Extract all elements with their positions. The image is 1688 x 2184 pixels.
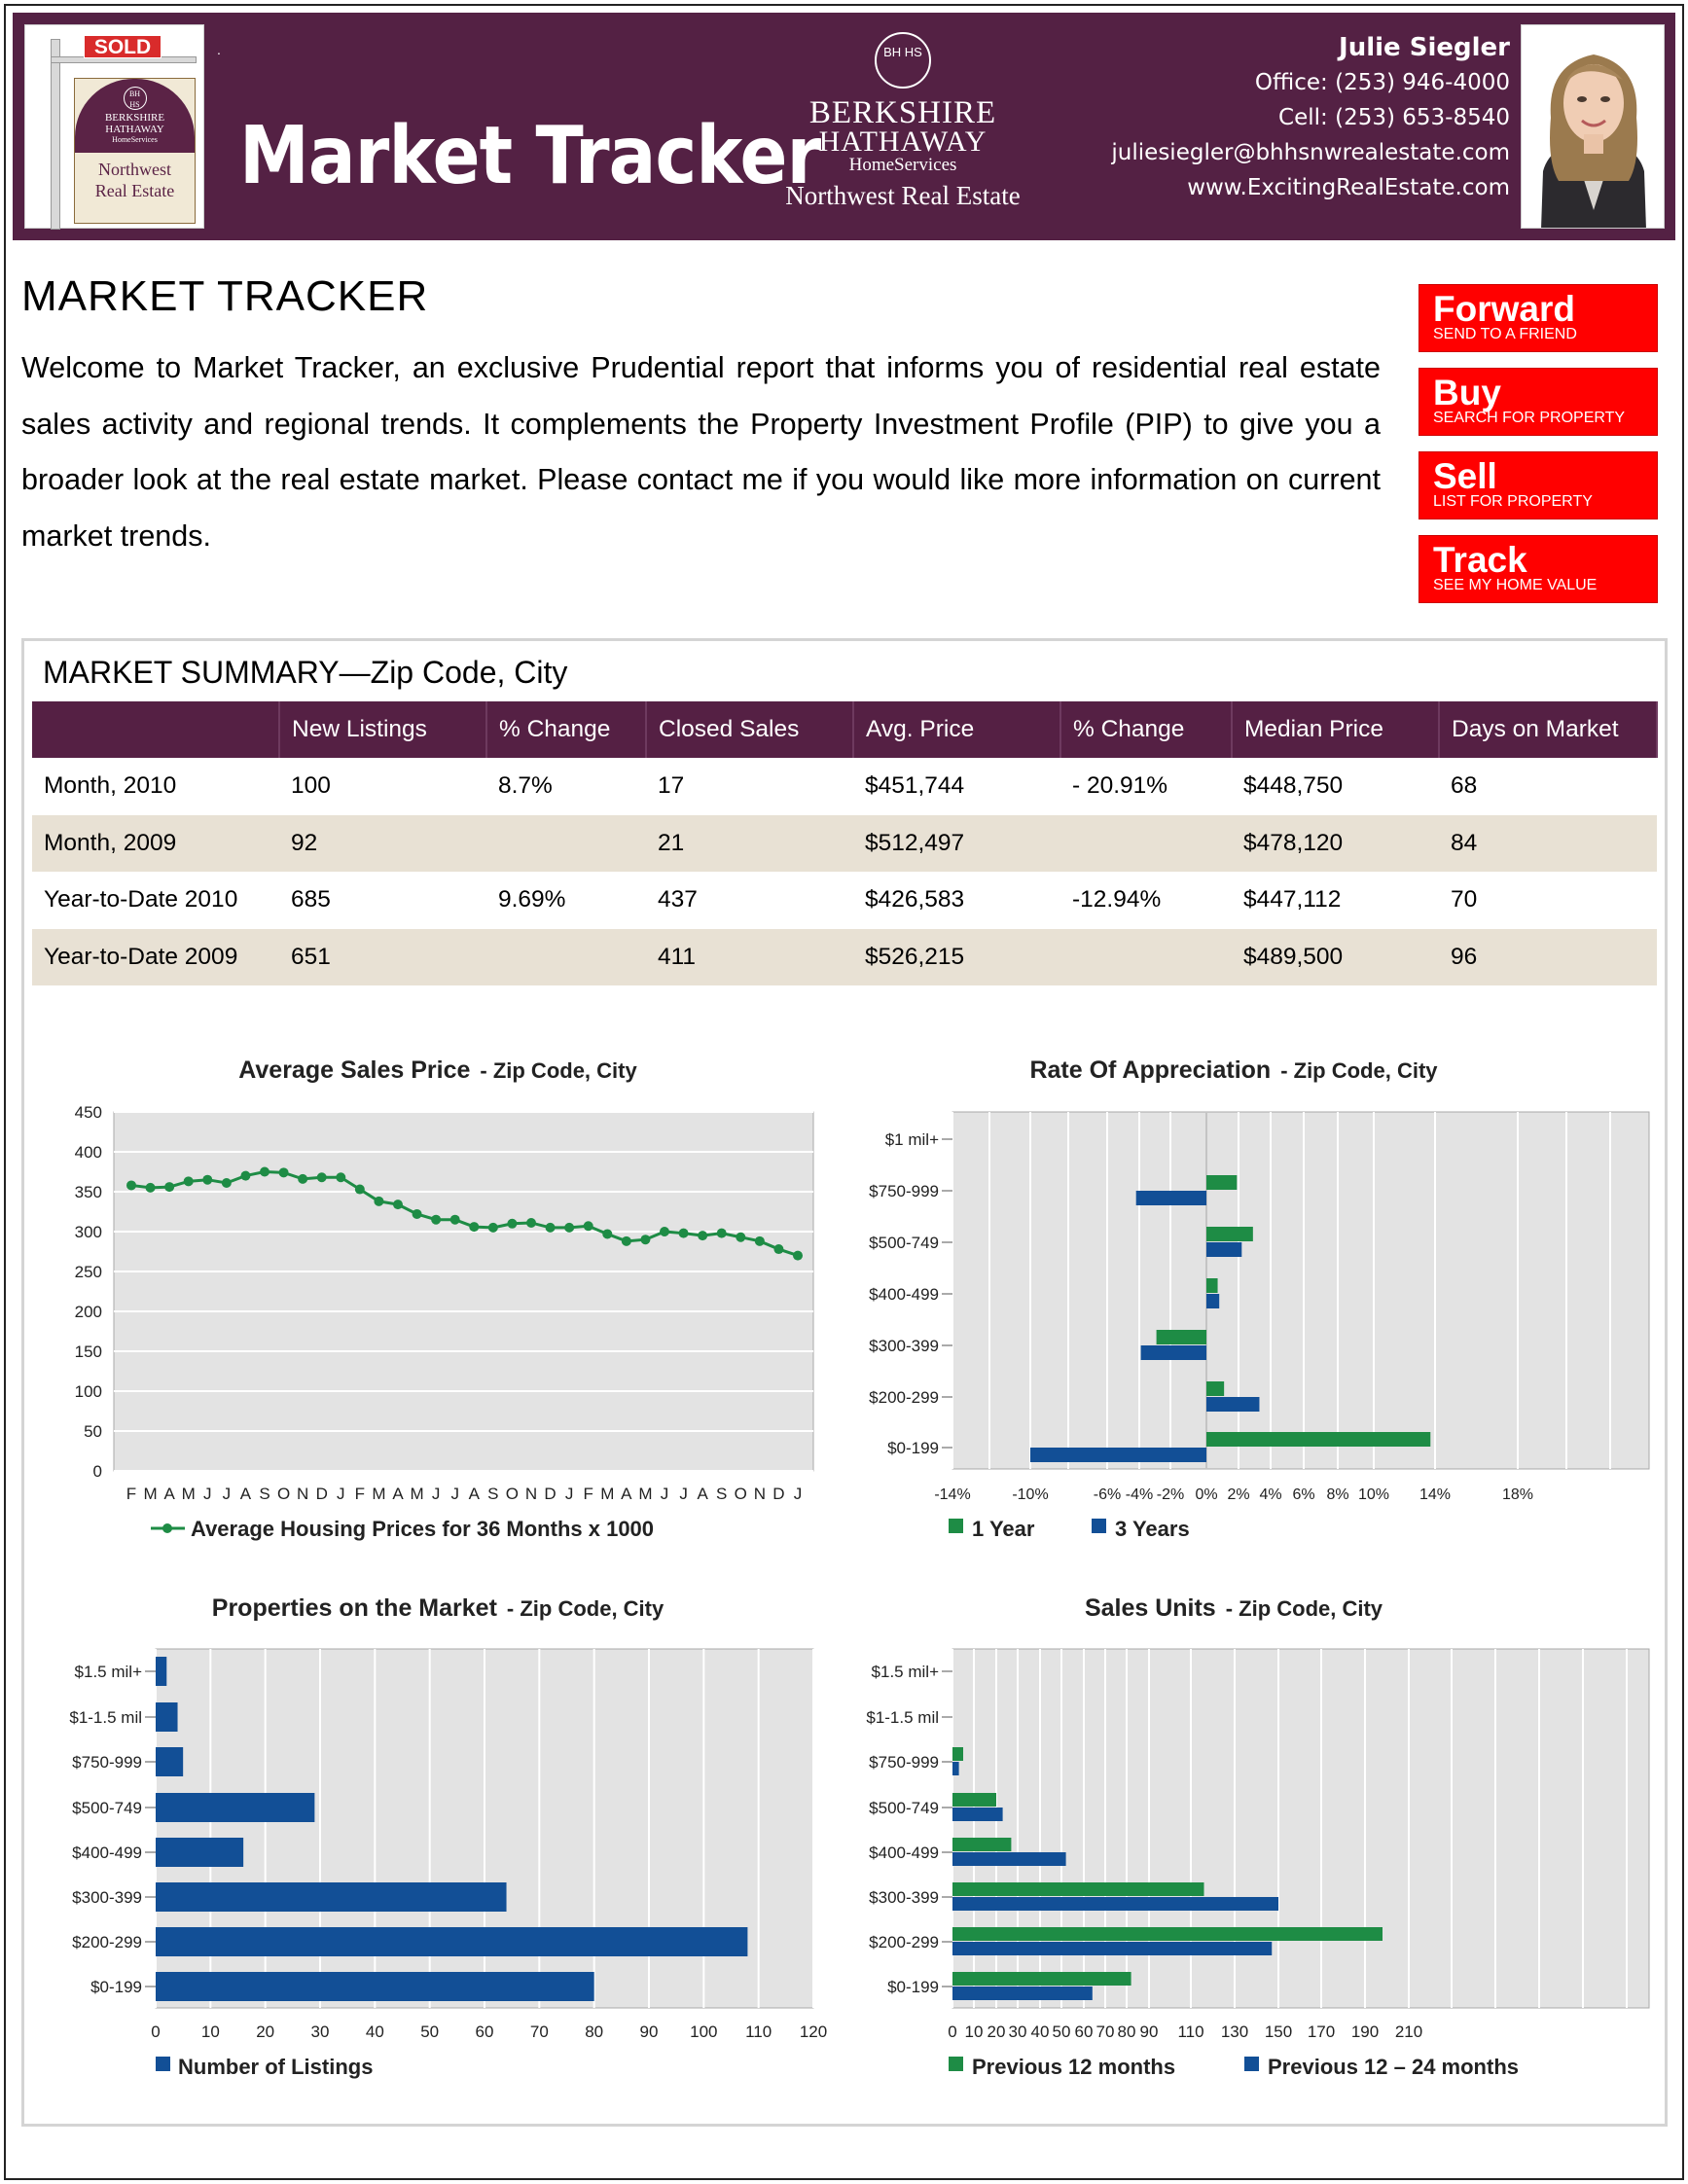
bar bbox=[1206, 1381, 1224, 1396]
table-cell: $451,744 bbox=[865, 772, 965, 800]
x-tick-label: 30 bbox=[310, 2023, 330, 2041]
data-point bbox=[450, 1215, 460, 1225]
intro-title: MARKET TRACKER bbox=[21, 272, 429, 320]
x-tick-label: 0% bbox=[1195, 1486, 1218, 1503]
y-tick-label: 250 bbox=[74, 1263, 102, 1281]
x-tick-label: J bbox=[793, 1485, 803, 1503]
x-tick-label: 50 bbox=[420, 2023, 440, 2041]
x-tick-label: -2% bbox=[1156, 1486, 1185, 1503]
bar bbox=[156, 1657, 166, 1686]
appreciation-chart-title-main: Rate Of Appreciation bbox=[1029, 1056, 1272, 1084]
sold-badge: SOLD bbox=[84, 35, 162, 58]
col-header: Closed Sales bbox=[646, 701, 853, 758]
brand-line4: Northwest Real Estate bbox=[785, 181, 1021, 210]
table-cell: 411 bbox=[646, 929, 853, 986]
data-point bbox=[240, 1171, 250, 1181]
table-cell: Month, 2009 bbox=[32, 815, 279, 873]
data-point bbox=[526, 1218, 536, 1228]
data-point bbox=[298, 1174, 307, 1184]
table-cell: $512,497 bbox=[853, 815, 1060, 873]
y-tick-label: $500-749 bbox=[869, 1234, 939, 1252]
sales-units-chart-title bbox=[1085, 1594, 1383, 1622]
y-tick-label: 350 bbox=[74, 1183, 102, 1201]
bar bbox=[952, 1972, 1131, 1986]
bar bbox=[1206, 1294, 1219, 1308]
table-cell: Year-to-Date 2009 bbox=[32, 929, 279, 986]
x-tick-label: A bbox=[239, 1485, 252, 1503]
x-tick-label: J bbox=[431, 1485, 441, 1503]
legend-swatch bbox=[949, 1519, 963, 1533]
y-tick-label: $500-749 bbox=[72, 1799, 142, 1817]
sign-logo-line2: HATHAWAY bbox=[105, 124, 164, 135]
data-point bbox=[355, 1185, 365, 1195]
agent-office: Office: (253) 946-4000 bbox=[1254, 70, 1510, 95]
agent-email[interactable]: juliesiegler@bhhsnwrealestate.com bbox=[1111, 140, 1510, 165]
data-point bbox=[717, 1229, 727, 1238]
x-tick-label: N bbox=[524, 1485, 538, 1503]
agent-website[interactable]: www.ExcitingRealEstate.com bbox=[1187, 175, 1510, 200]
data-point bbox=[413, 1209, 422, 1219]
data-point bbox=[336, 1172, 345, 1182]
x-tick-label: D bbox=[315, 1485, 328, 1503]
table-cell: $447,112 bbox=[1243, 886, 1342, 913]
bar bbox=[1157, 1330, 1206, 1344]
x-tick-label: 170 bbox=[1307, 2023, 1336, 2041]
table-cell: 17 bbox=[658, 772, 685, 800]
sign-logo-line1: BERKSHIRE bbox=[104, 112, 165, 124]
bar bbox=[952, 1942, 1272, 1955]
table-cell: 70 bbox=[1451, 886, 1478, 913]
table-cell: 8.7% bbox=[498, 772, 553, 800]
data-point bbox=[507, 1219, 517, 1229]
x-tick-label: 40 bbox=[365, 2023, 384, 2041]
data-point bbox=[393, 1199, 403, 1209]
y-tick-label: $0-199 bbox=[90, 1978, 142, 1996]
data-point bbox=[773, 1244, 783, 1254]
bar bbox=[952, 1987, 1093, 2000]
table-cell: $426,583 bbox=[865, 886, 965, 913]
brand-line3: HomeServices bbox=[848, 155, 957, 175]
sales-units-chart-title-main: Sales Units bbox=[1084, 1594, 1216, 1622]
forward-sub: SEND TO A FRIEND bbox=[1433, 326, 1577, 342]
bar bbox=[156, 1838, 243, 1867]
x-tick-label: 10 bbox=[964, 2023, 984, 2041]
bar bbox=[952, 1882, 1204, 1896]
intro-text: Welcome to Market Tracker, an exclusive Prudential report that informs you of residential real estate sales activity and regional trends. It complements the Property Investment Profile (PIP) to give you a broader look at the real estate market. Please contact me if you would like more information on current market trends. bbox=[21, 351, 1381, 553]
x-tick-label: -6% bbox=[1093, 1486, 1122, 1503]
table-cell: $478,120 bbox=[1232, 815, 1439, 873]
table-cell: 68 bbox=[1451, 772, 1478, 800]
table-cell: Year-to-Date 2010 bbox=[44, 886, 238, 913]
x-tick-label: S bbox=[487, 1485, 499, 1503]
sign-seal-icon: BH HS bbox=[124, 87, 147, 110]
bar bbox=[156, 1882, 507, 1912]
y-tick-label: $1.5 mil+ bbox=[871, 1663, 939, 1681]
avg-price-chart-plot-area bbox=[114, 1112, 813, 1471]
x-tick-label: 40 bbox=[1030, 2023, 1050, 2041]
x-tick-label: J bbox=[660, 1485, 669, 1503]
data-point bbox=[564, 1223, 574, 1233]
table-cell: 651 bbox=[279, 929, 486, 986]
y-tick-label: $1.5 mil+ bbox=[74, 1663, 142, 1681]
y-tick-label: $300-399 bbox=[72, 1888, 142, 1907]
bar bbox=[952, 1838, 1011, 1851]
data-point bbox=[660, 1227, 669, 1236]
legend-label: Previous 12 months bbox=[972, 2055, 1176, 2079]
y-tick-label: $400-499 bbox=[869, 1844, 939, 1862]
legend-swatch bbox=[949, 2057, 963, 2071]
data-point bbox=[698, 1231, 707, 1240]
table-cell: $489,500 bbox=[1232, 929, 1439, 986]
data-point bbox=[546, 1223, 556, 1233]
bar bbox=[156, 1747, 183, 1776]
bar bbox=[1030, 1448, 1206, 1462]
x-tick-label: 210 bbox=[1394, 2023, 1423, 2041]
x-tick-label: J bbox=[564, 1485, 574, 1503]
x-tick-label: O bbox=[505, 1485, 520, 1503]
x-tick-label: J bbox=[337, 1485, 345, 1503]
x-tick-label: 0 bbox=[151, 2023, 161, 2041]
y-tick-label: 100 bbox=[74, 1382, 102, 1401]
y-tick-label: $300-399 bbox=[869, 1888, 939, 1907]
data-point bbox=[279, 1167, 289, 1177]
bar bbox=[952, 1808, 1003, 1821]
data-point bbox=[164, 1182, 174, 1192]
table-cell: 685 bbox=[291, 886, 331, 913]
appreciation-chart-plot-area bbox=[952, 1112, 1649, 1469]
forward-label: Forward bbox=[1433, 289, 1575, 329]
table-cell: 100 bbox=[291, 772, 331, 800]
track-label: Track bbox=[1433, 540, 1527, 580]
x-tick-label: -14% bbox=[934, 1486, 971, 1503]
agent-name: Julie Siegler bbox=[1339, 33, 1510, 62]
col-header: New Listings bbox=[279, 701, 486, 758]
bar bbox=[952, 1927, 1383, 1941]
x-tick-label: F bbox=[126, 1485, 137, 1503]
bar bbox=[156, 1793, 314, 1822]
data-point bbox=[584, 1221, 593, 1231]
x-tick-label: 80 bbox=[1117, 2023, 1136, 2041]
x-tick-label: 30 bbox=[1008, 2023, 1027, 2041]
x-tick-label: 2% bbox=[1227, 1486, 1250, 1503]
x-tick-label: 110 bbox=[745, 2023, 772, 2041]
data-point bbox=[202, 1175, 212, 1185]
x-tick-label: 60 bbox=[1074, 2023, 1094, 2041]
data-point bbox=[622, 1236, 631, 1246]
x-tick-label: 8% bbox=[1326, 1486, 1349, 1503]
legend-swatch bbox=[1244, 2057, 1259, 2071]
data-point bbox=[374, 1197, 383, 1206]
x-tick-label: 100 bbox=[690, 2023, 718, 2041]
table-cell: $526,215 bbox=[853, 929, 1060, 986]
bar bbox=[1136, 1191, 1206, 1205]
bar bbox=[952, 1793, 996, 1807]
buy-sub: SEARCH FOR PROPERTY bbox=[1433, 410, 1626, 426]
col-header: Median Price bbox=[1232, 701, 1439, 758]
bar bbox=[1206, 1397, 1259, 1412]
avg-price-chart-subtitle: - Zip Code, City bbox=[480, 1058, 637, 1083]
sell-label: Sell bbox=[1433, 456, 1497, 496]
page-title: Market Tracker bbox=[239, 110, 821, 202]
bar bbox=[1141, 1345, 1206, 1360]
col-header: % Change bbox=[1060, 701, 1232, 758]
x-tick-label: M bbox=[181, 1485, 196, 1503]
x-tick-label: M bbox=[372, 1485, 386, 1503]
data-point bbox=[755, 1236, 765, 1246]
x-tick-label: 20 bbox=[256, 2023, 275, 2041]
x-tick-label: F bbox=[583, 1485, 593, 1503]
x-tick-label: S bbox=[716, 1485, 728, 1503]
x-tick-label: J bbox=[450, 1485, 459, 1503]
legend-point-marker bbox=[162, 1523, 172, 1533]
brand-line1: BERKSHIRE bbox=[808, 95, 997, 130]
bar bbox=[1206, 1278, 1218, 1293]
bar bbox=[156, 1702, 178, 1732]
x-tick-label: A bbox=[163, 1485, 175, 1503]
table-cell: $448,750 bbox=[1243, 772, 1344, 800]
y-tick-label: $0-199 bbox=[887, 1978, 939, 1996]
x-tick-label: 20 bbox=[987, 2023, 1006, 2041]
data-point bbox=[640, 1235, 650, 1244]
y-tick-label: $400-499 bbox=[869, 1285, 939, 1304]
track-sub: SEE MY HOME VALUE bbox=[1433, 577, 1598, 593]
bar bbox=[1206, 1242, 1241, 1257]
x-tick-label: J bbox=[203, 1485, 212, 1503]
x-tick-label: 6% bbox=[1292, 1486, 1315, 1503]
bar bbox=[1206, 1175, 1237, 1190]
legend-label: 1 Year bbox=[972, 1517, 1035, 1541]
legend-swatch bbox=[156, 2057, 170, 2071]
y-tick-label: 450 bbox=[74, 1103, 102, 1122]
x-tick-label: 60 bbox=[475, 2023, 494, 2041]
legend-label: Previous 12 – 24 months bbox=[1268, 2055, 1519, 2079]
y-tick-label: 300 bbox=[74, 1223, 102, 1241]
data-point bbox=[679, 1229, 689, 1238]
data-point bbox=[222, 1178, 232, 1188]
table-cell: -12.94% bbox=[1072, 886, 1162, 913]
x-tick-label: 10 bbox=[200, 2023, 220, 2041]
table-cell: - 20.91% bbox=[1072, 772, 1168, 800]
table-cell: 96 bbox=[1439, 929, 1657, 986]
x-tick-label: 80 bbox=[585, 2023, 604, 2041]
table-cell: Month, 2010 bbox=[44, 772, 177, 800]
x-tick-label: 90 bbox=[1139, 2023, 1159, 2041]
col-header: % Change bbox=[486, 701, 646, 758]
properties-chart-subtitle: - Zip Code, City bbox=[506, 1596, 664, 1621]
y-tick-label: $1-1.5 mil bbox=[69, 1708, 142, 1727]
x-tick-label: J bbox=[679, 1485, 688, 1503]
data-point bbox=[488, 1223, 498, 1233]
col-header: Avg. Price bbox=[853, 701, 1060, 758]
table-cell: 21 bbox=[646, 815, 853, 873]
x-tick-label: M bbox=[143, 1485, 158, 1503]
bar bbox=[952, 1897, 1278, 1911]
x-tick-label: O bbox=[734, 1485, 747, 1503]
data-point bbox=[431, 1215, 441, 1225]
y-tick-label: $0-199 bbox=[887, 1439, 939, 1457]
x-tick-label: 110 bbox=[1177, 2023, 1204, 2041]
data-point bbox=[146, 1183, 156, 1193]
y-tick-label: 200 bbox=[74, 1303, 102, 1321]
x-tick-label: D bbox=[544, 1485, 557, 1503]
x-tick-label: 150 bbox=[1264, 2023, 1293, 2041]
x-tick-label: 130 bbox=[1220, 2023, 1249, 2041]
y-tick-label: $300-399 bbox=[869, 1337, 939, 1355]
x-tick-label: -4% bbox=[1125, 1486, 1154, 1503]
legend-label: Average Housing Prices for 36 Months x 1000 bbox=[191, 1517, 655, 1541]
y-tick-label: 400 bbox=[74, 1143, 102, 1162]
table-cell: 84 bbox=[1439, 815, 1657, 873]
summary-title: MARKET SUMMARY—Zip Code, City bbox=[43, 655, 568, 690]
brand-seal-text: BH HS bbox=[883, 45, 922, 59]
y-tick-label: $200-299 bbox=[869, 1388, 939, 1407]
x-tick-label: 0 bbox=[948, 2023, 957, 2041]
x-tick-label: 190 bbox=[1350, 2023, 1380, 2041]
x-tick-label: -10% bbox=[1012, 1486, 1049, 1503]
x-tick-label: 120 bbox=[799, 2023, 828, 2041]
appreciation-chart-subtitle: - Zip Code, City bbox=[1280, 1058, 1438, 1083]
sign-logo-line3: HomeServices bbox=[112, 135, 158, 144]
y-tick-label: $750-999 bbox=[869, 1753, 939, 1772]
x-tick-label: 70 bbox=[1095, 2023, 1115, 2041]
y-tick-label: 0 bbox=[92, 1462, 102, 1481]
x-tick-label: 14% bbox=[1419, 1486, 1452, 1503]
appreciation-chart-title bbox=[1029, 1056, 1438, 1084]
table-cell: 437 bbox=[658, 886, 698, 913]
y-tick-label: 150 bbox=[74, 1343, 102, 1361]
agent-cell: Cell: (253) 653-8540 bbox=[1278, 105, 1510, 130]
bar bbox=[156, 1972, 594, 2001]
bar bbox=[952, 1747, 963, 1761]
y-tick-label: $200-299 bbox=[869, 1933, 939, 1951]
data-point bbox=[184, 1176, 194, 1186]
x-tick-label: M bbox=[638, 1485, 653, 1503]
x-tick-label: N bbox=[753, 1485, 766, 1503]
avg-price-chart-title bbox=[238, 1056, 637, 1084]
y-tick-label: $200-299 bbox=[72, 1933, 142, 1951]
buy-label: Buy bbox=[1433, 373, 1501, 412]
sell-sub: LIST FOR PROPERTY bbox=[1433, 493, 1593, 510]
data-point bbox=[317, 1172, 327, 1182]
x-tick-label: A bbox=[392, 1485, 404, 1503]
legend-label: Number of Listings bbox=[178, 2055, 374, 2079]
x-tick-label: F bbox=[354, 1485, 366, 1503]
data-point bbox=[469, 1222, 479, 1232]
x-tick-label: D bbox=[772, 1485, 785, 1503]
x-tick-label: 90 bbox=[639, 2023, 659, 2041]
table-cell: 9.69% bbox=[498, 886, 566, 913]
y-tick-label: $750-999 bbox=[72, 1753, 142, 1772]
bar bbox=[1206, 1227, 1253, 1241]
y-tick-label: $500-749 bbox=[869, 1799, 939, 1817]
x-tick-label: O bbox=[276, 1485, 291, 1503]
y-tick-label: 50 bbox=[84, 1422, 102, 1441]
data-point bbox=[602, 1229, 612, 1238]
x-tick-label: J bbox=[222, 1485, 232, 1503]
sign-label-2: Real Estate bbox=[94, 181, 175, 200]
sign-label-1: Northwest bbox=[98, 160, 171, 179]
bar bbox=[1206, 1432, 1430, 1447]
bar bbox=[952, 1852, 1066, 1866]
x-tick-label: 50 bbox=[1052, 2023, 1071, 2041]
x-tick-label: N bbox=[297, 1485, 309, 1503]
x-tick-label: A bbox=[697, 1485, 708, 1503]
properties-chart-title-main: Properties on the Market bbox=[211, 1594, 497, 1622]
brand-line2: HATHAWAY bbox=[818, 125, 988, 158]
x-tick-label: A bbox=[621, 1485, 632, 1503]
sales-units-chart-subtitle: - Zip Code, City bbox=[1225, 1596, 1383, 1621]
x-tick-label: M bbox=[600, 1485, 615, 1503]
data-point bbox=[260, 1167, 269, 1177]
y-tick-label: $1 mil+ bbox=[884, 1130, 939, 1149]
header-dot: . bbox=[217, 42, 221, 57]
x-tick-label: 18% bbox=[1501, 1486, 1534, 1503]
legend-label: 3 Years bbox=[1115, 1517, 1190, 1541]
col-header: Days on Market bbox=[1439, 701, 1657, 758]
data-point bbox=[736, 1233, 745, 1242]
x-tick-label: 4% bbox=[1259, 1486, 1282, 1503]
table-cell: 92 bbox=[279, 815, 486, 873]
x-tick-label: S bbox=[259, 1485, 270, 1503]
data-point bbox=[126, 1180, 136, 1190]
properties-chart-title bbox=[212, 1594, 664, 1622]
legend-swatch bbox=[1092, 1519, 1106, 1533]
x-tick-label: M bbox=[410, 1485, 424, 1503]
avg-price-chart-title-main: Average Sales Price bbox=[238, 1056, 471, 1084]
data-point bbox=[793, 1251, 803, 1261]
y-tick-label: $400-499 bbox=[72, 1844, 142, 1862]
x-tick-label: 10% bbox=[1357, 1486, 1390, 1503]
x-tick-label: 70 bbox=[529, 2023, 549, 2041]
y-tick-label: $1-1.5 mil bbox=[866, 1708, 939, 1727]
bar bbox=[156, 1927, 747, 1956]
bar bbox=[952, 1762, 959, 1775]
x-tick-label: A bbox=[468, 1485, 480, 1503]
y-tick-label: $750-999 bbox=[869, 1182, 939, 1200]
